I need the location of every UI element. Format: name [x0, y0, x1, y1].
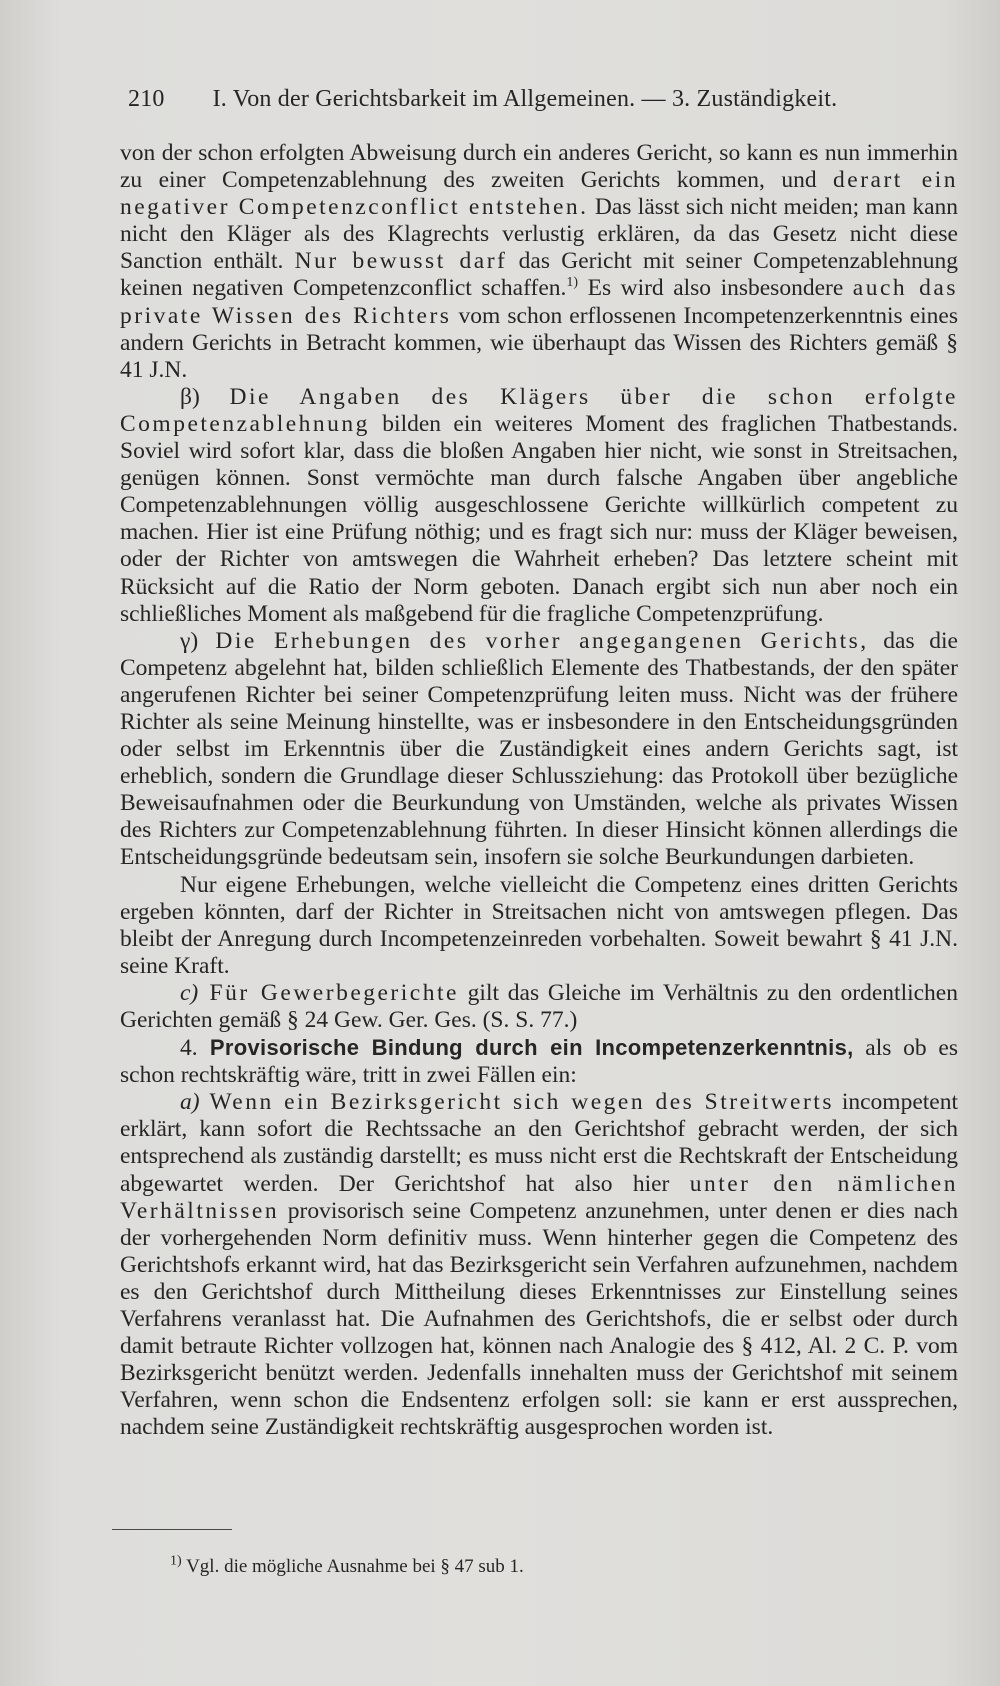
spaced-text: Für Gewerbegerichte — [198, 979, 459, 1006]
text-run: provisorisch seine Competenz anzunehmen, unter denen er dies nach der vorhergehenden Norm definitiv muss. Wenn hinterher gegen die Competenz des Gerichtshofs erkannt wird, hat das Bezirksgericht sein Verfahren aufzunehmen, nachdem es den Gerichtshof durch Mittheilung dieses Erkenntnisses zur Einstellung seines Verfahrens veranlasst hat. Die Aufnahmen des Gerichtshofs, die er selbst oder durch damit betraute Richter vollzogen hat, können nach Analogie des § 412, Al. 2 C. P. vom Bezirksgericht benützt werden. Jedenfalls innehalten muss der Gerichtshof mit seinem Verfahren, wenn schon die Endsentenz erfolgen soll: sie kann er erst aussprechen, nachdem seine Zuständigkeit rechtskräftig ausgesprochen worden ist. — [120, 1197, 958, 1441]
section-number: 4. — [180, 1035, 198, 1062]
paragraph-nur — [120, 872, 958, 980]
text-run: das Gericht mit seiner Competenzablehnung keinen negativen Competenzconflict schaffen. — [120, 248, 958, 302]
body-text — [120, 140, 958, 1442]
paragraph-1 — [120, 140, 958, 384]
spaced-text: Die Erhebungen des vorher angegangenen Gerichts, — [198, 627, 869, 654]
text-run: von der schon erfolgten Abweisung durch ein anderes Gericht, so kann es nun immerhin zu einer Competenzablehnung des zweiten Gerichts kommen, und — [120, 140, 958, 194]
running-title: I. Von der Gerichtsbarkeit im Allgemeinen. — 3. Zuständigkeit. — [212, 86, 838, 112]
paragraph-gamma — [120, 628, 958, 872]
item-marker: γ) — [180, 627, 199, 654]
spaced-text: Die Angaben des Klägers über die schon erfolgte Competenzablehnung — [120, 383, 958, 437]
running-header — [128, 86, 888, 113]
item-marker: β) — [180, 383, 200, 410]
footnote-ref: 1) — [566, 275, 579, 291]
text-run: Nur eigene Erhebungen, welche vielleicht die Competenz eines dritten Gerichts ergeben könnten, darf der Richter in Streitsachen nicht von amtswegen pflegen. Das bleibt der Anregung durch Incompetenzeinreden vorbehalten. Soweit bewahrt § 41 J.N. seine Kraft. — [120, 871, 958, 979]
footnote — [170, 1553, 770, 1578]
item-marker: c) — [180, 979, 199, 1006]
text-run: das die Competenz abgelehnt hat, bilden schließlich Elemente des Thatbestands, der den später angerufenen Richter bei seiner Competenzprüfung leiten muss. Nicht was der frühere Richter als seine Meinung hinstellte, was er insbesondere in den Entscheidungsgründen oder selbst im Erkenntnis über die Zuständigkeit eines andern Gerichts sagt, ist erheblich, sondern die Grundlage dieser Schlussziehung: das Protokoll über bezügliche Beweisaufnahmen oder die Beurkundung von Umständen, welche als privates Wissen des Richters zur Competenzablehnung führten. In dieser Hinsicht können allerdings die Entscheidungsgründe bedeutsam sein, insofern sie solche Beurkundungen darbieten. — [120, 627, 958, 871]
text-run: vom schon erflossenen Incompetenzerkenntnis eines andern Gerichts in Betracht kommen, wie überhaupt das Wissen des Richters gemäß § 41 J.N. — [120, 302, 959, 383]
paragraph-a — [120, 1089, 958, 1441]
text-run: Es wird also insbesondere — [578, 275, 853, 302]
page-number: 210 — [128, 86, 165, 112]
paragraph-beta — [120, 384, 958, 628]
text-run: als ob es schon rechtskräftig wäre, tritt in zwei Fällen ein: — [120, 1035, 959, 1089]
spaced-text: derart ein negativer Competenzconflict entstehen. — [120, 167, 958, 221]
paragraph-4 — [120, 1034, 958, 1089]
item-marker: a) — [180, 1089, 200, 1116]
text-run: bilden ein weiteres Moment des fraglichen Thatbestands. Soviel wird sofort klar, dass die bloßen Angaben hier nicht, wie sonst in Streitsachen, genügen können. Sonst vermöchte man durch falsche Angaben über angebliche Competenzablehnungen völlig ausgeschlossene Gerichte willkürlich competent zu machen. Hier ist eine Prüfung nöthig; und es fragt sich nur: muss der Kläger beweisen, oder der Richter von amtswegen die Wahrheit erheben? Das letztere scheint mit Rücksicht auf die Ratio der Norm geboten. Danach ergibt sich nun aber noch ein schließliches Moment als maßgebend für die fragliche Competenzprüfung. — [120, 410, 958, 627]
spaced-text: Nur bewusst darf — [294, 248, 508, 275]
spaced-text: unter den nämlichen Verhältnissen — [120, 1170, 958, 1224]
paragraph-c — [120, 980, 958, 1034]
footnote-mark: 1) — [170, 1553, 182, 1569]
spaced-text: auch das private Wissen des Richters — [120, 275, 959, 329]
text-run: incompetent erklärt, kann sofort die Rechtssache an den Gerichtshof gebracht werden, der sich entsprechend als zuständig darstellt; es muss nicht erst die Rechtskraft der Entscheidung abgewartet werden. Der Gerichtshof hat also hier — [120, 1089, 958, 1197]
footnote-divider — [112, 1529, 232, 1530]
spaced-text: Wenn ein Bezirksgericht sich wegen des Streitwerts — [199, 1089, 834, 1116]
footnote-text: Vgl. die mögliche Ausnahme bei § 47 sub 1. — [181, 1556, 524, 1577]
section-heading: Provisorische Bindung durch ein Incompetenzerkenntnis, — [197, 1035, 854, 1061]
text-run: Das lässt sich nicht meiden; man kann nicht den Kläger als des Klagrechts verlustig erklären, da das Gesetz nicht diese Sanction enthält. — [120, 194, 958, 275]
text-run: gilt das Gleiche im Verhältnis zu den ordentlichen Gerichten gemäß § 24 Gew. Ger. Ges. (S. S. 77.) — [120, 979, 958, 1033]
